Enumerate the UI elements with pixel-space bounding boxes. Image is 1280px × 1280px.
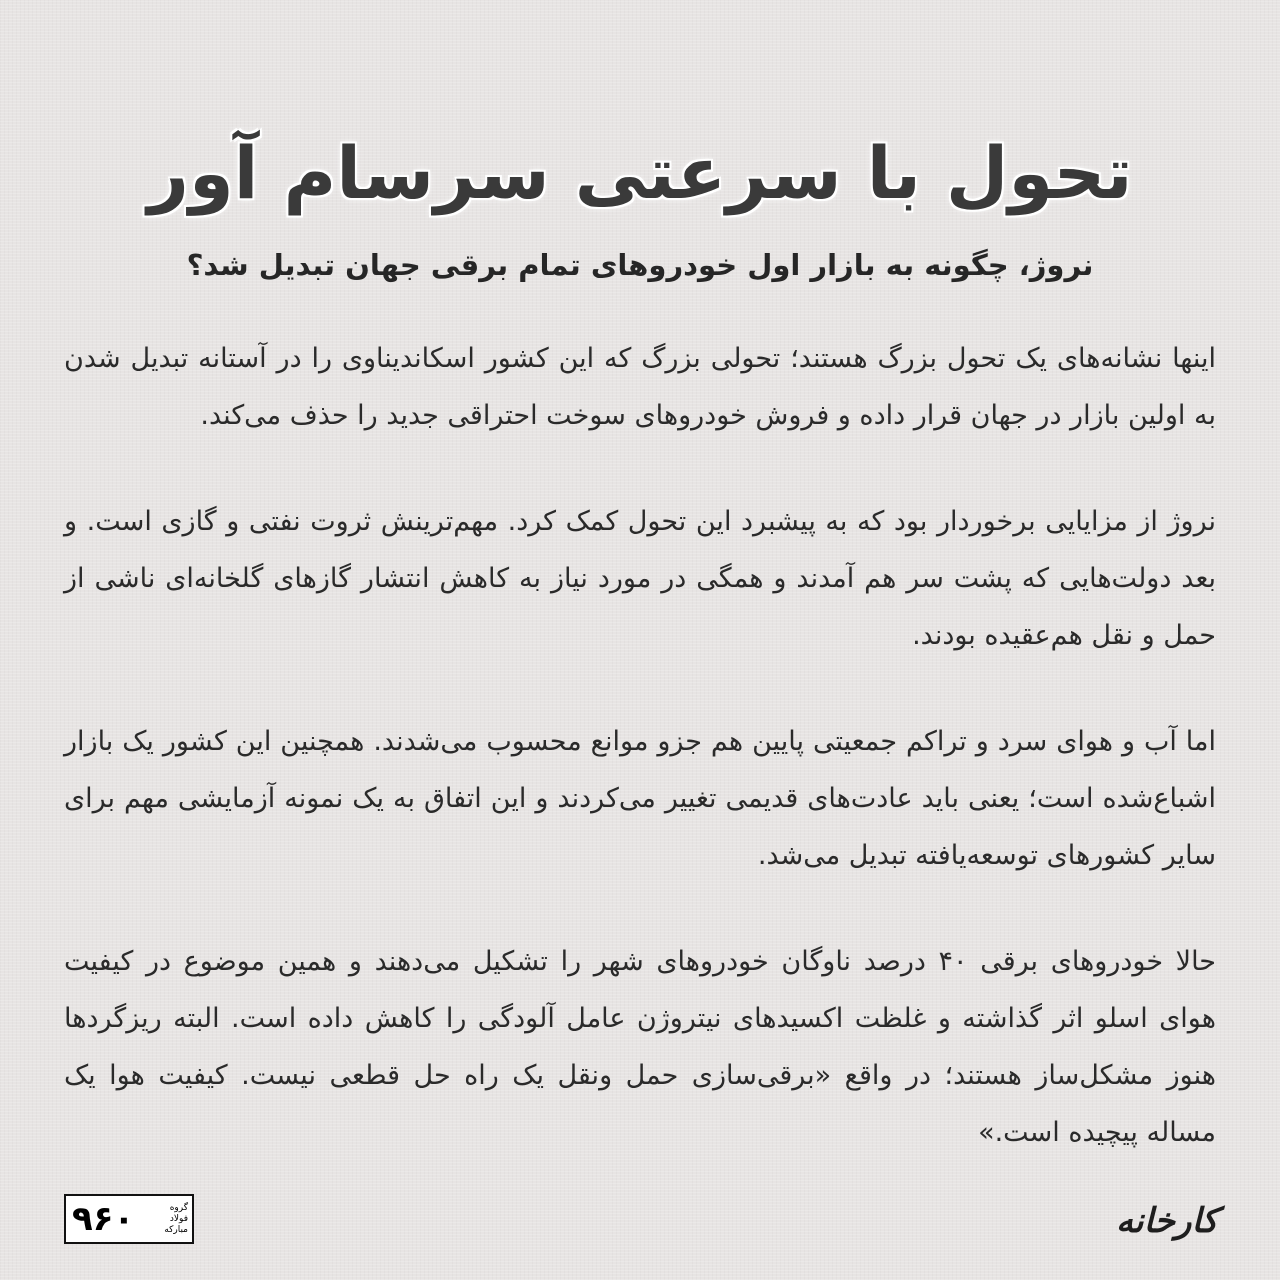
karkhaneh-logo: کارخانه: [1115, 1201, 1218, 1241]
paragraph-2: نروژ از مزایایی برخوردار بود که به پیشبرد این تحول کمک کرد. مهم‌ترینش ثروت نفتی و گازی است. و بعد دولت‌هایی که پشت سر هم آمدند و همگی در مورد نیاز به کاهش انتشار گازهای گلخانه‌ای ناشی از حمل و نقل هم‌عقیده بودند.: [64, 506, 1216, 651]
page-subtitle: نروژ، چگونه به بازار اول خودروهای تمام برقی جهان تبدیل شد؟: [186, 248, 1094, 282]
mobarakeh-steel-logo: [64, 1194, 194, 1244]
logo-number: ۹۶۰: [72, 1199, 135, 1239]
paragraph-4: حالا خودروهای برقی ۴۰ درصد ناوگان خودروهای شهر را تشکیل می‌دهند و همین موضوع در کیفیت هوای اسلو اثر گذاشته و غلظت اکسیدهای نیتروژن عامل آلودگی را کاهش داده است. البته ریزگردها هنوز مشکل‌ساز هستند؛ در واقع «برقی‌سازی حمل ونقل یک راه حل قطعی نیست. کیفیت هوا یک مساله پیچیده است.»: [64, 946, 1216, 1148]
page-title: تحول با سرعتی سرسام آور: [147, 131, 1133, 215]
paragraph-3: اما آب و هوای سرد و تراکم جمعیتی پایین هم جزو موانع محسوب می‌شدند. همچنین این کشور یک بازار اشباع‌شده است؛ یعنی باید عادت‌های قدیمی تغییر می‌کردند و این اتفاق به یک نمونه آزمایشی مهم برای سایر کشورهای توسعه‌یافته تبدیل می‌شد.: [64, 726, 1216, 871]
article-body: [64, 330, 1216, 1210]
logo-caption: گروه فولاد مبارکه: [164, 1202, 188, 1235]
paragraph-1: اینها نشانه‌های یک تحول بزرگ هستند؛ تحولی بزرگ که این کشور اسکاندیناوی را در آستانه تبدیل شدن به اولین بازار در جهان قرار داده و فروش خودروهای سوخت احتراقی جدید را حذف می‌کند.: [64, 343, 1216, 431]
